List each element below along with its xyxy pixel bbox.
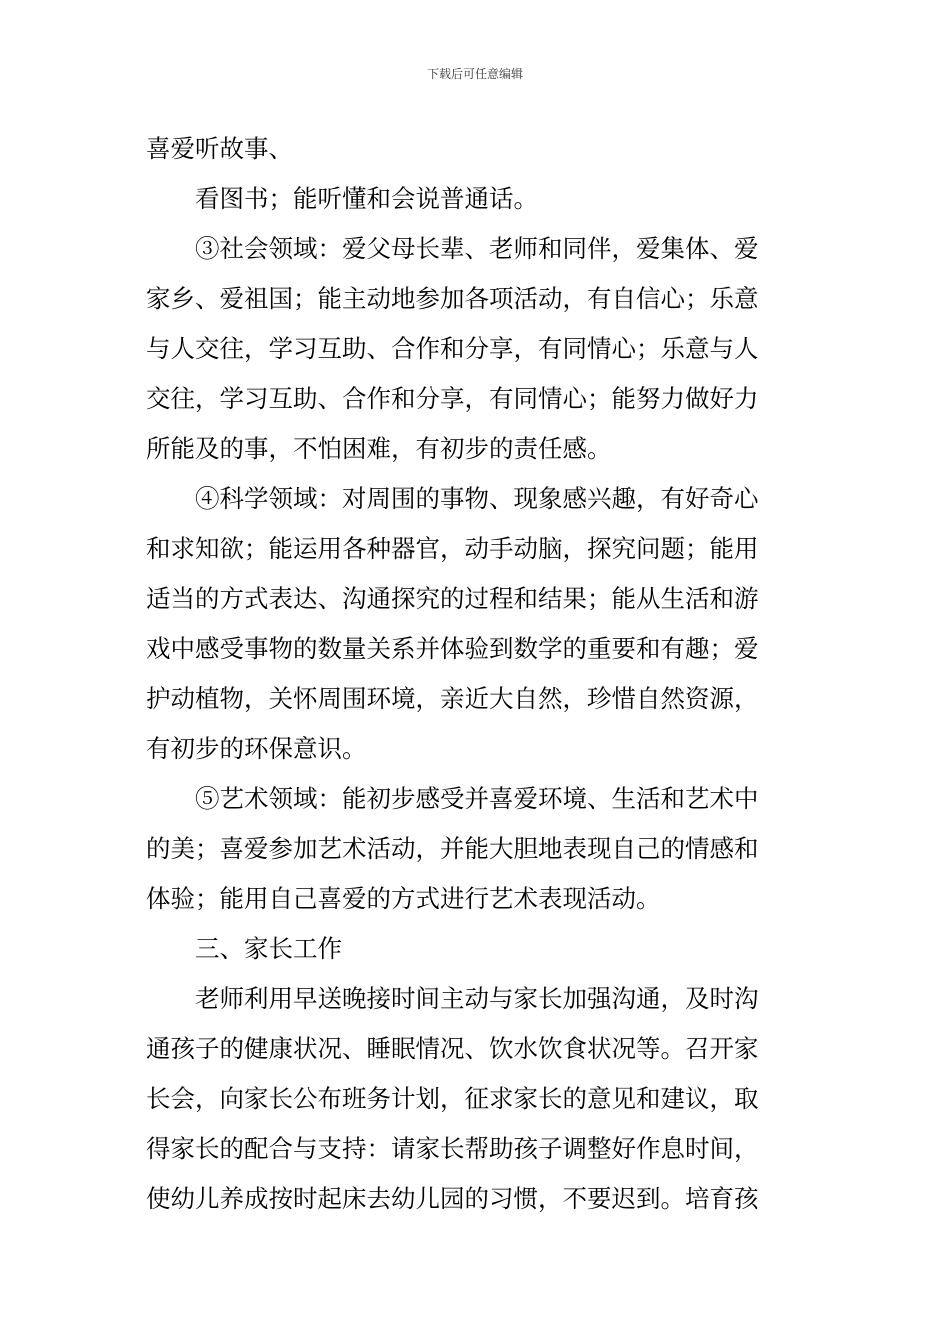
text-line: 有初步的环保意识。 (146, 734, 367, 763)
text-line: 所能及的事，不怕困难，有初步的责任感。 (146, 434, 612, 463)
page-header: 下载后可任意编辑 (426, 67, 523, 81)
text-line: 家乡、爱祖国；能主动地参加各项活动，有自信心；乐意 (146, 284, 759, 313)
text-line: 体验；能用自己喜爱的方式进行艺术表现活动。 (146, 884, 661, 913)
text-line: 适当的方式表达、沟通探究的过程和结果；能从生活和游 (146, 584, 759, 613)
document-body (146, 124, 806, 1224)
section-social-domain: ③社会领域：爱父母长辈、老师和同伴，爱集体、爱 (195, 234, 759, 263)
section-science-domain: ④科学领域：对周围的事物、现象感兴趣，有好奇心 (195, 484, 759, 513)
section-heading-parent-work: 三、家长工作 (195, 934, 342, 963)
text-line: 戏中感受事物的数量关系并体验到数学的重要和有趣；爱 (146, 634, 759, 663)
section-art-domain: ⑤艺术领域：能初步感受并喜爱环境、生活和艺术中 (195, 784, 759, 813)
text-line: 喜爱听故事、 (146, 134, 293, 163)
text-line: 交往，学习互助、合作和分享，有同情心；能努力做好力 (146, 384, 759, 413)
text-line: 使幼儿养成按时起床去幼儿园的习惯，不要迟到。培育孩 (146, 1184, 759, 1213)
text-line: 得家长的配合与支持：请家长帮助孩子调整好作息时间， (146, 1134, 759, 1163)
text-line: 看图书；能听懂和会说普通话。 (195, 184, 538, 213)
text-line: 的美；喜爱参加艺术活动，并能大胆地表现自己的情感和 (146, 834, 759, 863)
text-line: 通孩子的健康状况、睡眠情况、饮水饮食状况等。召开家 (146, 1034, 759, 1063)
text-line: 老师利用早送晚接时间主动与家长加强沟通，及时沟 (195, 984, 759, 1013)
text-line: 护动植物，关怀周围环境，亲近大自然，珍惜自然资源， (146, 684, 759, 713)
text-line: 与人交往，学习互助、合作和分享，有同情心；乐意与人 (146, 334, 759, 363)
text-line: 和求知欲；能运用各种器官，动手动脑，探究问题；能用 (146, 534, 759, 563)
text-line: 长会，向家长公布班务计划，征求家长的意见和建议，取 (146, 1084, 759, 1113)
